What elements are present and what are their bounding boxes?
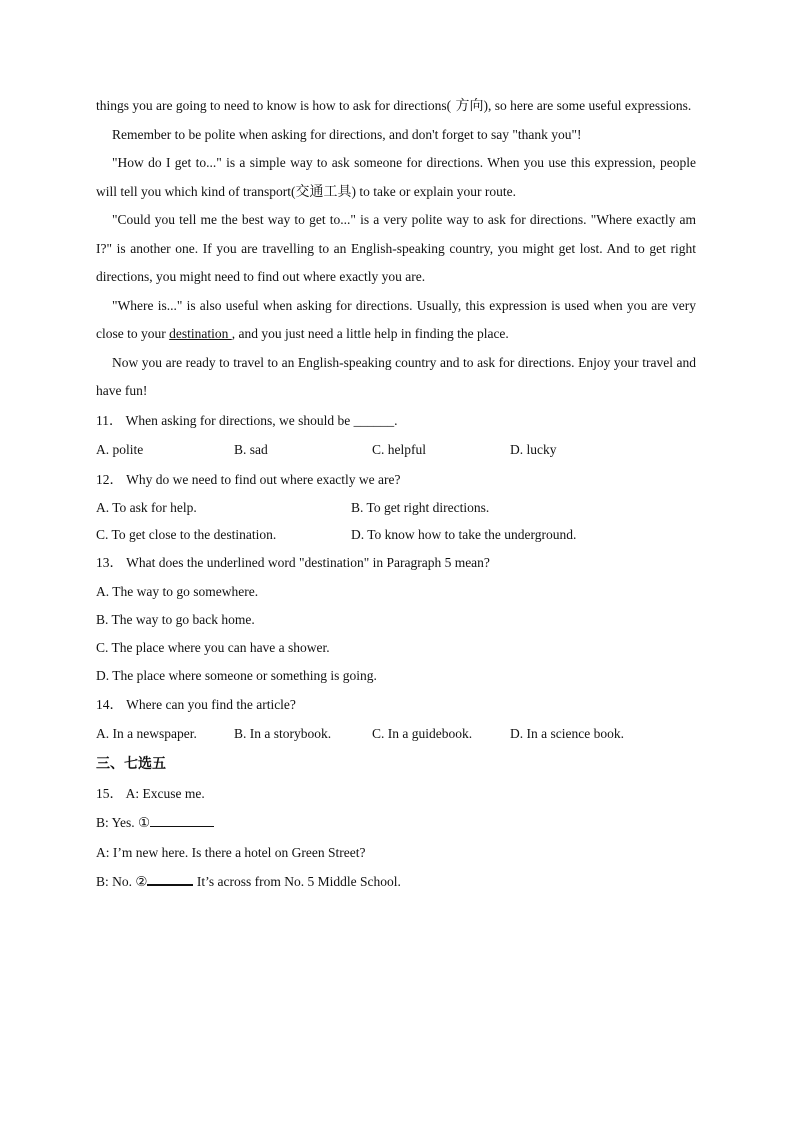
text-span: B: Yes. ① [96,815,151,830]
worksheet-page [96,92,696,897]
text-span: ) to take or explain your route. [351,183,517,199]
section-heading: 三、七选五 [96,755,166,772]
passage-paragraph-4: "Could you tell me the best way to get to..." is a very polite way to ask for directions. "Where exactly am I?" is another one. If you are travelling to an English-speaking country, you might get lost. And to get right directions, you might need to find out where exactly you are. [96,212,696,284]
text-span: , and you just need a little help in finding the place. [231,326,509,341]
question-11-stem: 11． When asking for directions, we should be ______. [96,412,398,428]
option-b: B. The way to go back home. [96,611,255,627]
question-11-options [96,435,696,465]
option-c: C. helpful [372,442,426,457]
question-12-stem: 12． Why do we need to find out where exactly we are? [96,471,401,487]
passage-paragraph-1 [96,92,696,121]
text-span: It’s across from No. 5 Middle School. [193,874,401,889]
passage-paragraph-2: Remember to be polite when asking for directions, and don't forget to say "thank you"! [112,126,582,142]
option-d: D. To know how to take the underground. [351,527,577,542]
option-a: A. The way to go somewhere. [96,583,259,599]
answer-blank-2[interactable] [147,870,193,886]
option-a: A. polite [96,442,144,457]
answer-blank-1[interactable] [150,812,214,827]
option-d: D. In a science book. [510,726,624,741]
option-c: C. To get close to the destination. [96,527,277,542]
dialogue-line-1: 15． A: Excuse me. [96,785,205,801]
option-d: D. The place where someone or something is going. [96,667,377,683]
text-span: B: No. ② [96,874,148,889]
option-b: B. To get right directions. [351,500,490,515]
option-d: D. lucky [510,442,557,457]
underlined-word: destination [169,326,232,341]
option-b: B. sad [234,442,268,457]
chinese-gloss: 方向 [451,98,484,114]
option-a: A. To ask for help. [96,500,197,515]
dialogue-line-4 [96,867,696,897]
text-span: ), so here are some useful expressions. [483,98,692,113]
chinese-gloss: 交通工具 [295,183,352,200]
option-c: C. The place where you can have a shower. [96,639,330,655]
passage-paragraph-6: Now you are ready to travel to an English-speaking country and to ask for directions. Enjoy your travel and have fun! [96,354,696,398]
option-b: B. In a storybook. [234,726,332,741]
dialogue-line-3: A: I’m new here. Is there a hotel on Green Street? [96,844,366,860]
question-13-stem: 13． What does the underlined word "destination" in Paragraph 5 mean? [96,555,490,570]
passage-paragraph-5 [96,292,696,349]
dialogue-line-2 [96,808,696,838]
option-a: A. In a newspaper. [96,726,197,741]
option-c: C. In a guidebook. [372,726,473,741]
question-14-options [96,719,696,749]
text-span: "Where is..." is also useful when asking for directions. Usually, this expression is used when you are very close to your [96,297,696,341]
text-span: things you are going to need to know is how to ask for directions( [96,98,452,113]
question-14-stem: 14． Where can you find the article? [96,696,296,712]
question-12-options-row-2 [96,521,696,548]
text-span: "How do I get to..." is a simple way to ask someone for directions. When you use this expression, people will tell you which kind of transport( [96,155,696,199]
question-12-options-row-1 [96,494,696,521]
passage-paragraph-3 [96,149,696,206]
